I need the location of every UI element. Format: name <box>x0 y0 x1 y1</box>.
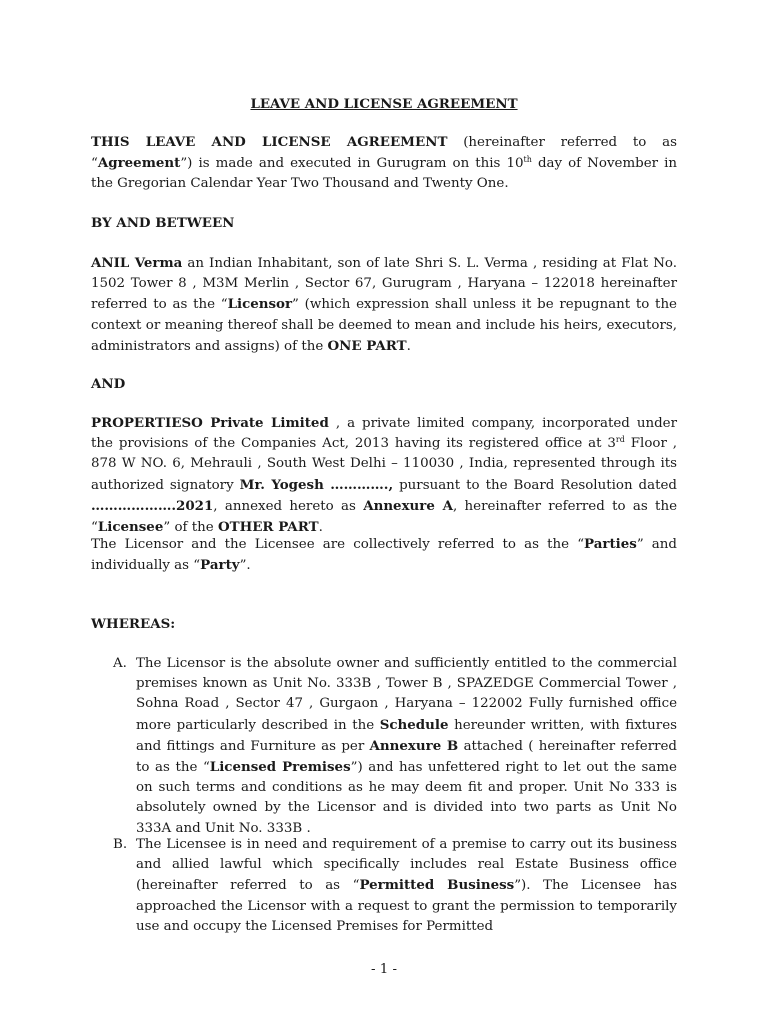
intro-text-1: (hereinafter referred to as “ <box>91 135 677 172</box>
parties-term: Parties <box>584 536 637 552</box>
licensee-paragraph <box>91 413 677 538</box>
licensed-premises-term: Licensed Premises <box>209 759 351 776</box>
whereas-heading: WHEREAS: <box>91 616 176 632</box>
licensor-name: ANIL Verma <box>91 255 183 271</box>
resolution-date: ……………….2021 <box>91 497 214 514</box>
licensee-company: PROPERTIESO Private Limited <box>91 415 329 431</box>
annexure-b-term: Annexure B <box>369 737 459 754</box>
ordinal-suffix: rd <box>615 435 625 445</box>
recital-a-text-4: ”) and has unfettered right to let out the same on such terms and conditions as he may deem fit and proper. Unit No 333 is absolutely owned by the Licensor and is divided into two parts as Unit No 333A and Unit No. 333B . <box>136 760 677 836</box>
recital-b-text-2: ”). The Licensee has approached the Licensor with a request to grant the permission to temporarily use and occupy the Licensed Premises for Permitted <box>136 878 678 934</box>
recital-marker: A. <box>113 656 127 671</box>
intro-text-3: day of November in the Gregorian Calendar Year Two Thousand and Twenty One. <box>91 156 677 192</box>
document-title: LEAVE AND LICENSE AGREEMENT <box>250 96 518 112</box>
licensee-text-4: , annexed hereto as <box>213 498 364 514</box>
schedule-term: Schedule <box>379 716 449 733</box>
intro-text-2: ”) is made and executed in Gurugram on this 10 <box>180 156 524 172</box>
party-term: Party <box>200 557 240 574</box>
licensee-text-1: , a private limited company, incorporated under the provisions of the Companies Act, 2013 having its registered office at 3 <box>91 416 677 452</box>
parties-text-3: ”. <box>239 558 251 574</box>
licensor-paragraph <box>91 253 677 357</box>
recital-a-text-2: hereunder written, with fixtures and fittings and Furniture as per <box>136 717 677 754</box>
recital-a <box>113 654 677 839</box>
parties-paragraph <box>91 534 677 576</box>
parties-text-1: The Licensor and the Licensee are collectively referred to as the “ <box>91 537 585 552</box>
recital-a-text <box>136 654 677 839</box>
agreement-term: Agreement <box>97 155 181 172</box>
annexure-a-term: Annexure A <box>363 497 453 514</box>
page-number: - 1 - <box>370 962 398 977</box>
recital-a-text-1: The Licensor is the absolute owner and sufficiently entitled to the commercial premises known as Unit No. 333B , Tower B , SPAZEDGE Commercial Tower , Sohna Road , Sector 47 , Gurgaon , Haryana – 122002 Fully furnished office more particularly described in the <box>136 656 677 733</box>
licensee-text-3: pursuant to the Board Resolution dated <box>393 477 677 493</box>
intro-paragraph <box>91 132 677 195</box>
other-part-term: OTHER PART <box>217 519 319 536</box>
agreement-name: THIS LEAVE AND LICENSE AGREEMENT <box>91 134 448 150</box>
licensee-term: Licensee <box>97 519 164 536</box>
licensee-text-2: Floor , 878 W NO. 6, Mehrauli , South West Delhi – 110030 , India, represented through its authorized signatory <box>91 436 677 493</box>
recital-marker: B. <box>113 837 128 852</box>
signatory-name: Mr. Yogesh …………., <box>239 476 394 493</box>
and-heading: AND <box>91 376 126 392</box>
licensor-text-1: an Indian Inhabitant, son of late Shri S. L. Verma , residing at Flat No. 1502 Tower 8 , M3M Merlin , Sector 67, Gurugram , Haryana – 122018 hereinafter referred to as the “ <box>91 256 677 313</box>
licensor-term: Licensor <box>227 296 293 313</box>
one-part-term: ONE PART <box>327 337 407 354</box>
licensee-text-6: ” of the <box>163 520 218 536</box>
licensor-text-3: . <box>406 338 411 354</box>
licensee-text-5: , hereinafter referred to as the “ <box>91 498 677 536</box>
by-and-between-heading: BY AND BETWEEN <box>91 215 235 231</box>
permitted-business-term: Permitted Business <box>359 877 515 894</box>
recital-a-text-3: attached ( hereinafter referred to as the “ <box>136 738 677 776</box>
licensee-text-7: . <box>318 520 323 536</box>
parties-text-2: ” and individually as “ <box>91 537 677 574</box>
recital-b <box>113 835 677 937</box>
licensor-text-2: ” (which expression shall unless it be repugnant to the context or meaning thereof shall be deemed to mean and include his heirs, executors, administrators and assigns) of the <box>91 297 677 354</box>
recital-b-text-1: The Licensee is in need and requirement of a premise to carry out its business and allied lawful which specifically includes real Estate Business office (hereinafter referred to as “ <box>136 837 677 894</box>
ordinal-suffix: th <box>523 155 532 165</box>
recital-b-text <box>136 835 677 937</box>
